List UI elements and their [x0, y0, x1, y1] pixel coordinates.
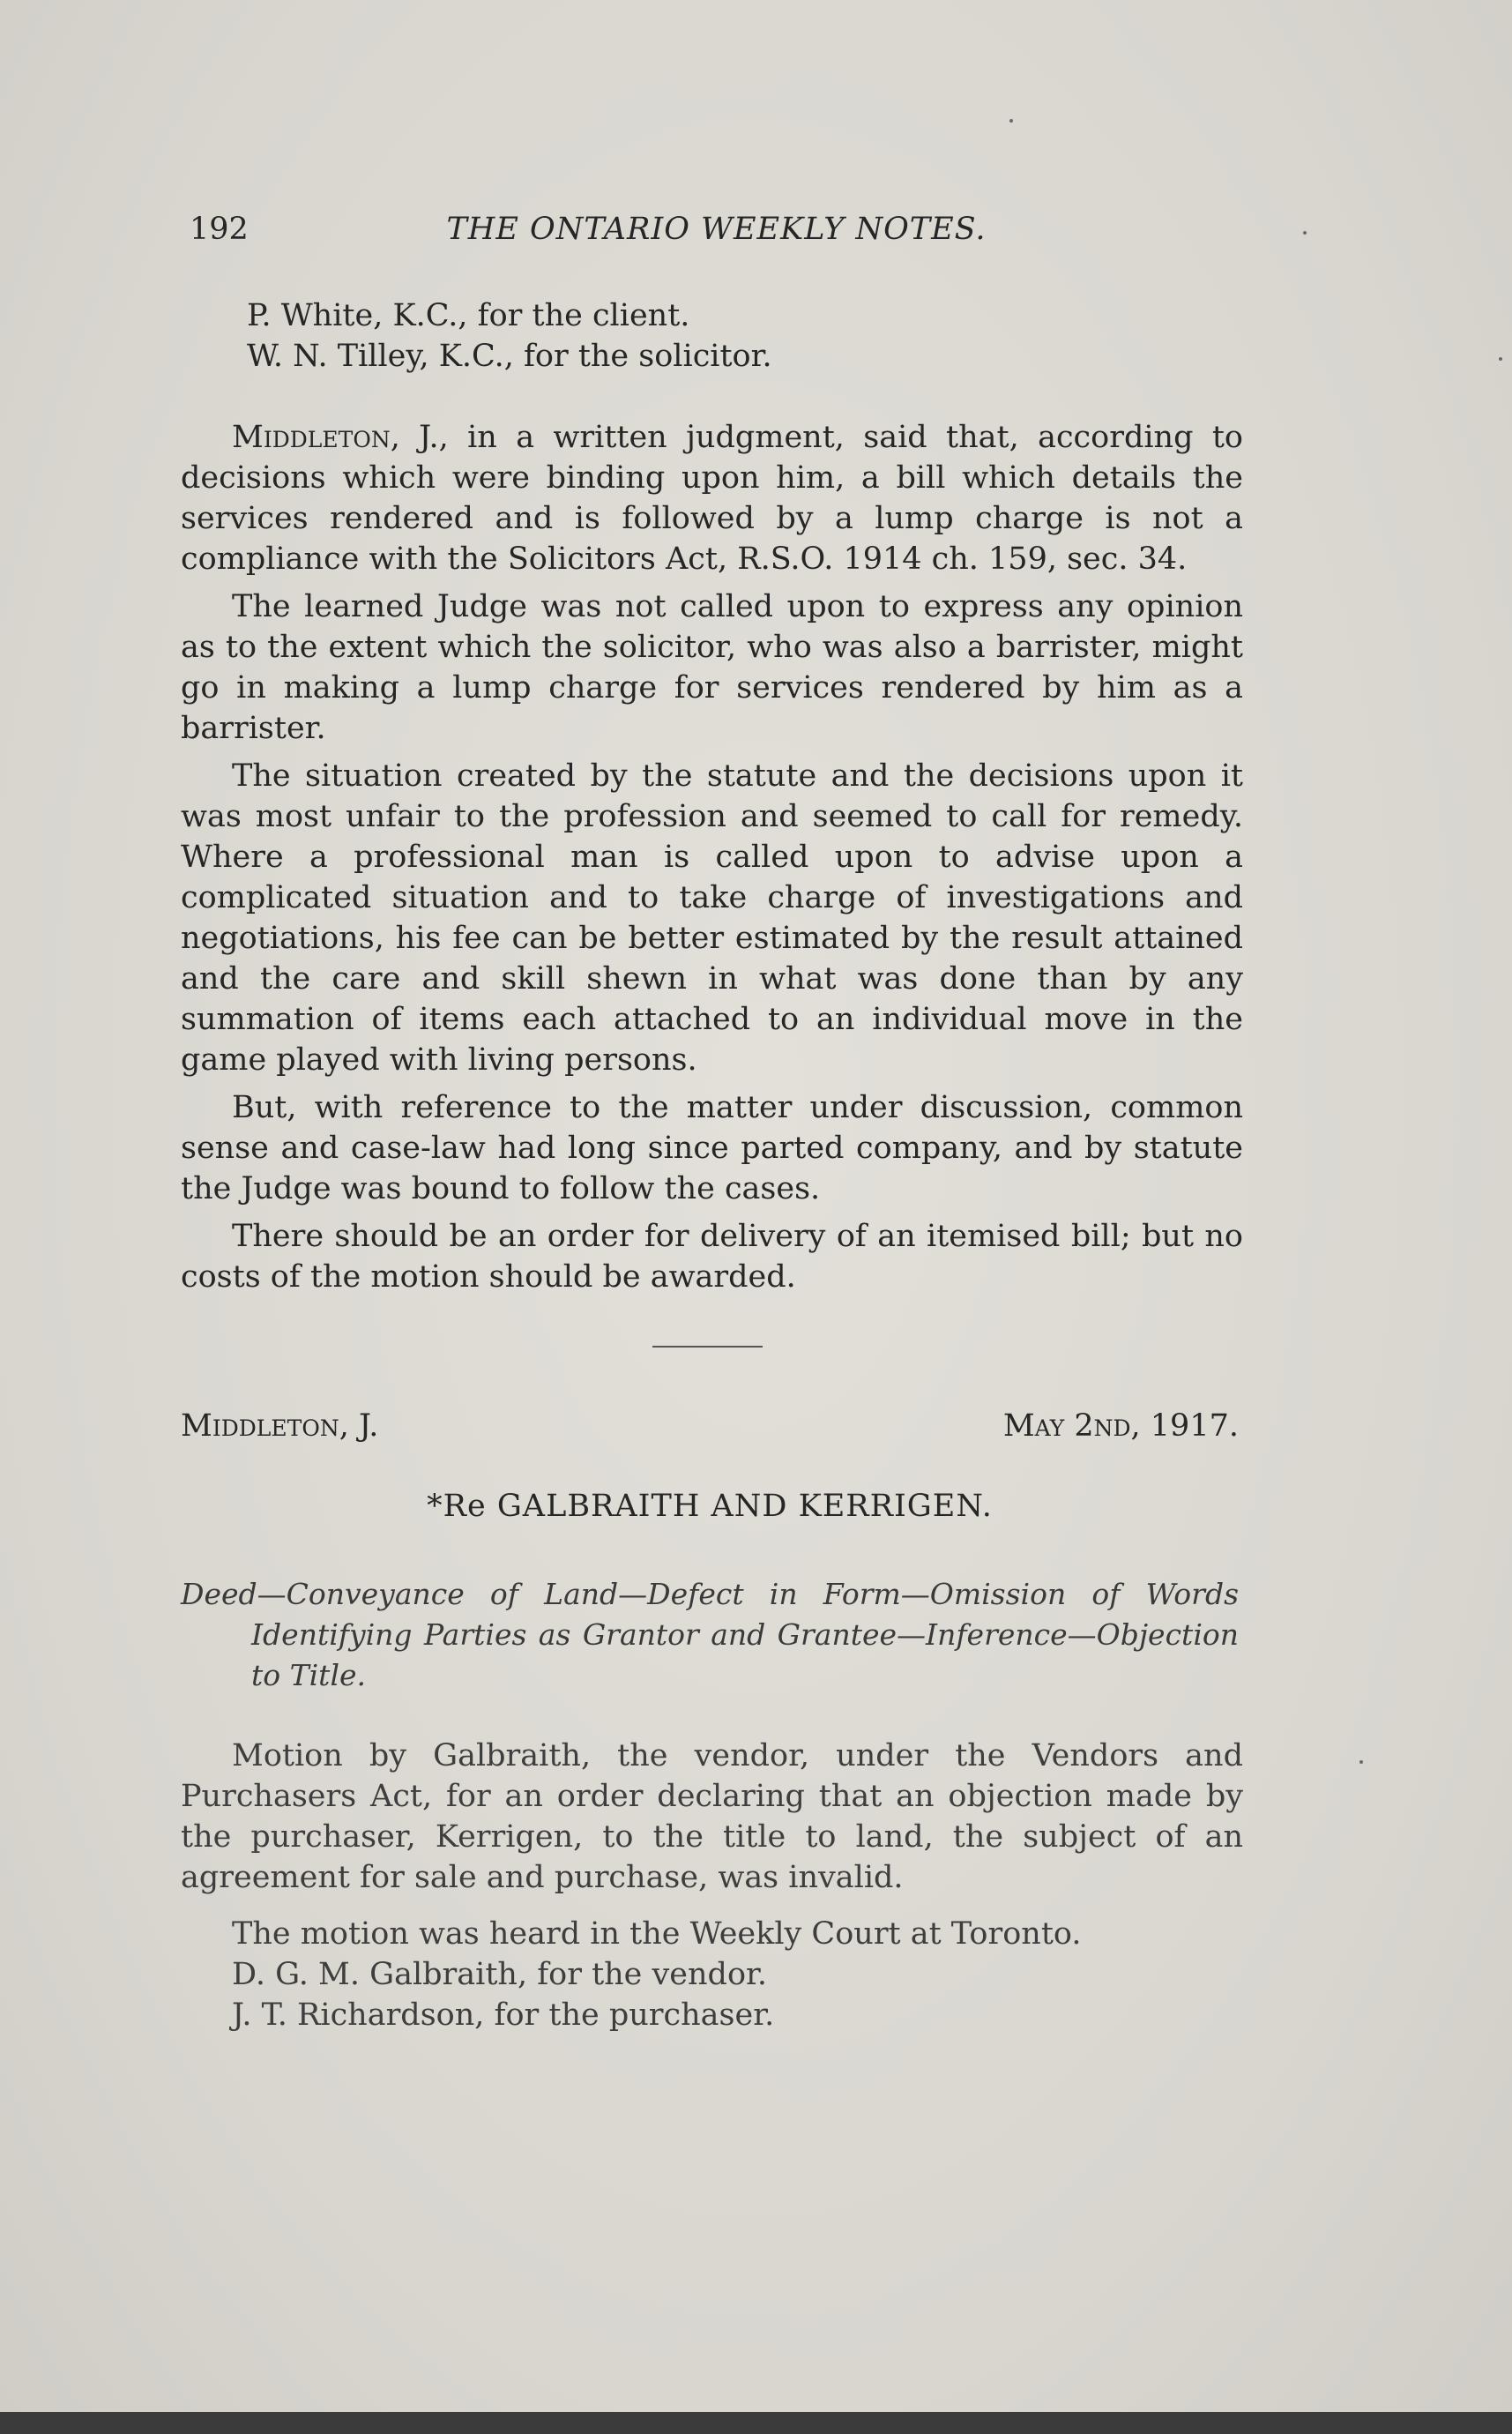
section-divider [652, 1346, 763, 1348]
judgment-paragraph-3: The situation created by the statute and the decisions upon it was most unfair to the profession and seemed to call for remedy. Where a professional man is called upon to advise upon a complicated situation and to take charge of investigations and negotiations, his fee can be better estimated by the result attained and the care and skill shewn in what was done than by any summation of items each attached to an individual move in the game played with living persons. [181, 758, 1243, 1078]
paper-speck [1499, 357, 1502, 361]
judgment-paragraph-1 [181, 417, 1243, 579]
motion-paragraph: Motion by Galbraith, the vendor, under the Vendors and Purchasers Act, for an order declaring that an objection made by the purchaser, Kerrigen, to the title to land, the subject of an agreement for sale and purchase, was invalid. [181, 1738, 1243, 1895]
counsel-line: W. N. Tilley, K.C., for the solicitor. [247, 339, 772, 374]
counsel-line: J. T. Richardson, for the purchaser. [232, 1997, 775, 2033]
paper-speck [1009, 119, 1013, 123]
page-number: 192 [190, 212, 249, 247]
judgment-paragraph-4: But, with reference to the matter under discussion, common sense and case-law had long since parted company, and by statute the Judge was bound to follow the cases. [181, 1090, 1243, 1206]
paper-speck [1359, 1760, 1363, 1764]
case-judge: Middleton, J. [181, 1408, 379, 1444]
judgment-paragraph-5: There should be an order for delivery of an itemised bill; but no costs of the motion should be awarded. [181, 1219, 1243, 1295]
case-title: *Re GALBRAITH AND KERRIGEN. [427, 1489, 993, 1524]
judgment-paragraph-2: The learned Judge was not called upon to express any opinion as to the extent which the solicitor, who was also a barrister, might go in making a lump charge for services rendered by him as a barrister. [181, 589, 1243, 746]
case-dateline [181, 1408, 1239, 1452]
judgment-body [181, 417, 1243, 1297]
case-headnote: Deed—Conveyance of Land—Defect in Form—Omission of Words Identifying Parties as Grantor and Grantee—Inference—Objection to Title. [181, 1577, 1239, 1692]
counsel-block-top [181, 295, 1243, 377]
paper-speck [1303, 231, 1307, 235]
heard-line: The motion was heard in the Weekly Court at Toronto. [232, 1916, 1082, 1952]
counsel-line: D. G. M. Galbraith, for the vendor. [232, 1957, 768, 1992]
judgment-paragraph-1-text: , in a written judgment, said that, according to decisions which were binding upon him, a bill which details the services rendered and is followed by a lump charge is not a compliance with the Solicitors Act, R.S.O. 1914 ch. 159, sec. 34. [181, 420, 1243, 577]
judge-name: Middleton, J. [232, 420, 439, 455]
case-date: May 2nd, 1917. [1002, 1408, 1239, 1444]
page-bottom-edge [0, 2412, 1512, 2434]
motion-block [181, 1736, 1243, 2035]
running-header [190, 212, 1243, 256]
counsel-line: P. White, K.C., for the client. [247, 298, 690, 333]
running-title: THE ONTARIO WEEKLY NOTES. [446, 212, 987, 247]
